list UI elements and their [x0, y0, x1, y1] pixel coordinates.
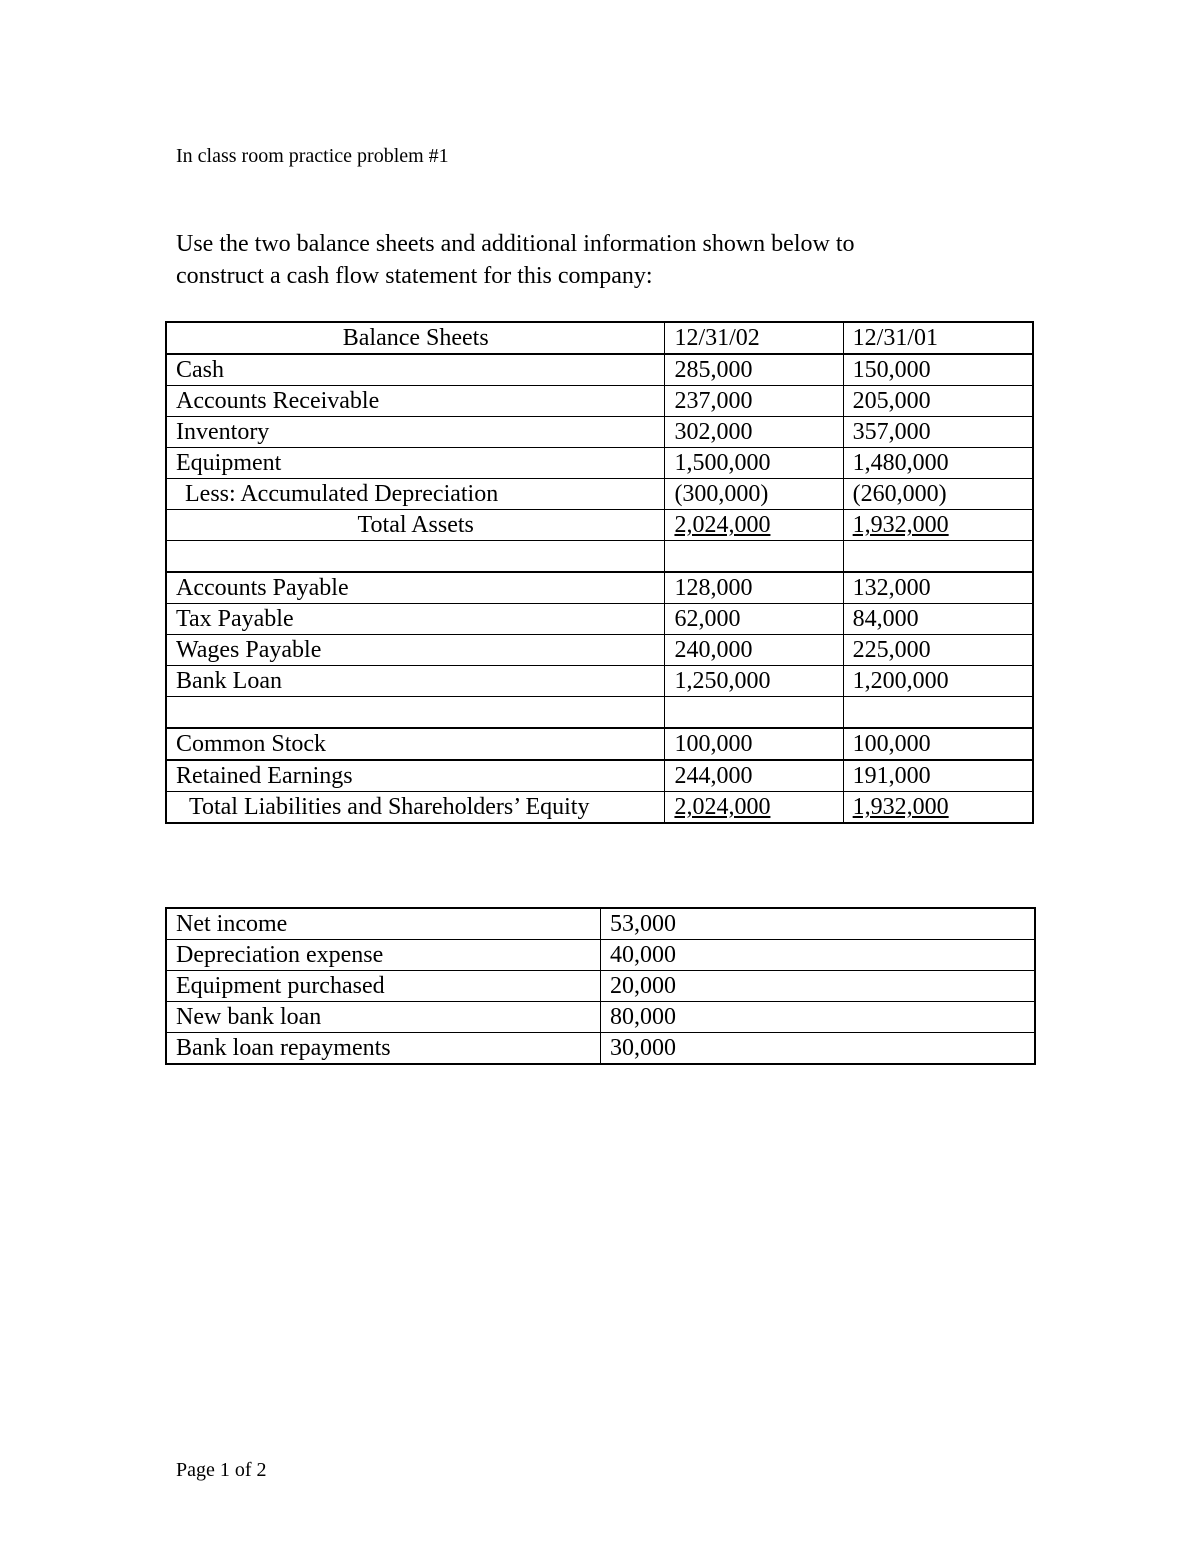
info-value: 40,000 [601, 940, 1036, 971]
value-2002 [665, 792, 843, 824]
value-2001 [843, 697, 1033, 729]
total-value: 1,932,000 [852, 512, 949, 538]
table-row [166, 908, 1035, 940]
header-2001: 12/31/01 [843, 322, 1033, 354]
row-label: Bank Loan [166, 666, 665, 697]
info-label: Depreciation expense [166, 940, 601, 971]
value-2001 [843, 541, 1033, 573]
info-value: 53,000 [601, 908, 1036, 940]
table-row [166, 354, 1033, 386]
value-2001 [843, 792, 1033, 824]
info-label: New bank loan [166, 1002, 601, 1033]
info-value: 80,000 [601, 1002, 1036, 1033]
additional-info-table [165, 907, 1036, 1065]
blank-row [166, 697, 1033, 729]
info-value: 20,000 [601, 971, 1036, 1002]
row-label [166, 697, 665, 729]
header-2002: 12/31/02 [665, 322, 843, 354]
value-2002: 244,000 [665, 760, 843, 792]
row-label: Tax Payable [166, 604, 665, 635]
table-row [166, 572, 1033, 604]
table-row [166, 635, 1033, 666]
balance-sheet-table [165, 321, 1034, 824]
row-label: Accounts Receivable [166, 386, 665, 417]
row-label: Less: Accumulated Depreciation [166, 479, 665, 510]
value-2002: 100,000 [665, 728, 843, 760]
balance-sheet-header-row [166, 322, 1033, 354]
value-2002: 128,000 [665, 572, 843, 604]
header-label: Balance Sheets [166, 322, 665, 354]
row-label: Common Stock [166, 728, 665, 760]
info-label: Net income [166, 908, 601, 940]
info-value: 30,000 [601, 1033, 1036, 1065]
value-2001: (260,000) [843, 479, 1033, 510]
row-label: Equipment [166, 448, 665, 479]
row-label: Total Assets [166, 510, 665, 541]
table-row [166, 1002, 1035, 1033]
table-row [166, 604, 1033, 635]
value-2001: 205,000 [843, 386, 1033, 417]
page-number: Page 1 of 2 [176, 1459, 267, 1481]
info-label: Bank loan repayments [166, 1033, 601, 1065]
value-2002 [665, 697, 843, 729]
table-row [166, 760, 1033, 792]
instructions [176, 228, 1036, 292]
value-2001: 1,480,000 [843, 448, 1033, 479]
page-heading: In class room practice problem #1 [176, 145, 449, 167]
value-2001: 150,000 [843, 354, 1033, 386]
row-label: Accounts Payable [166, 572, 665, 604]
instructions-line-2: construct a cash flow statement for this company: [176, 263, 653, 289]
blank-row [166, 541, 1033, 573]
row-label: Retained Earnings [166, 760, 665, 792]
table-row [166, 417, 1033, 448]
value-2001: 357,000 [843, 417, 1033, 448]
value-2001: 225,000 [843, 635, 1033, 666]
table-row [166, 940, 1035, 971]
value-2002: 302,000 [665, 417, 843, 448]
instructions-line-1: Use the two balance sheets and additional information shown below to [176, 231, 855, 257]
value-2002: 237,000 [665, 386, 843, 417]
total-value: 2,024,000 [674, 794, 771, 820]
total-liabilities-equity-row [166, 792, 1033, 824]
row-label: Wages Payable [166, 635, 665, 666]
value-2002: 285,000 [665, 354, 843, 386]
value-2001: 1,200,000 [843, 666, 1033, 697]
value-2001: 100,000 [843, 728, 1033, 760]
value-2001: 191,000 [843, 760, 1033, 792]
value-2002: (300,000) [665, 479, 843, 510]
total-value: 2,024,000 [674, 512, 771, 538]
value-2001 [843, 510, 1033, 541]
value-2002 [665, 510, 843, 541]
value-2002: 1,500,000 [665, 448, 843, 479]
total-assets-row [166, 510, 1033, 541]
value-2002: 62,000 [665, 604, 843, 635]
row-label: Total Liabilities and Shareholders’ Equity [166, 792, 665, 824]
row-label [166, 541, 665, 573]
table-row [166, 1033, 1035, 1065]
value-2001: 84,000 [843, 604, 1033, 635]
value-2002: 1,250,000 [665, 666, 843, 697]
table-row [166, 479, 1033, 510]
table-row [166, 971, 1035, 1002]
value-2002: 240,000 [665, 635, 843, 666]
table-row [166, 386, 1033, 417]
table-row [166, 448, 1033, 479]
row-label: Inventory [166, 417, 665, 448]
total-value: 1,932,000 [852, 794, 949, 820]
table-row [166, 666, 1033, 697]
value-2001: 132,000 [843, 572, 1033, 604]
value-2002 [665, 541, 843, 573]
row-label: Cash [166, 354, 665, 386]
info-label: Equipment purchased [166, 971, 601, 1002]
table-row [166, 728, 1033, 760]
